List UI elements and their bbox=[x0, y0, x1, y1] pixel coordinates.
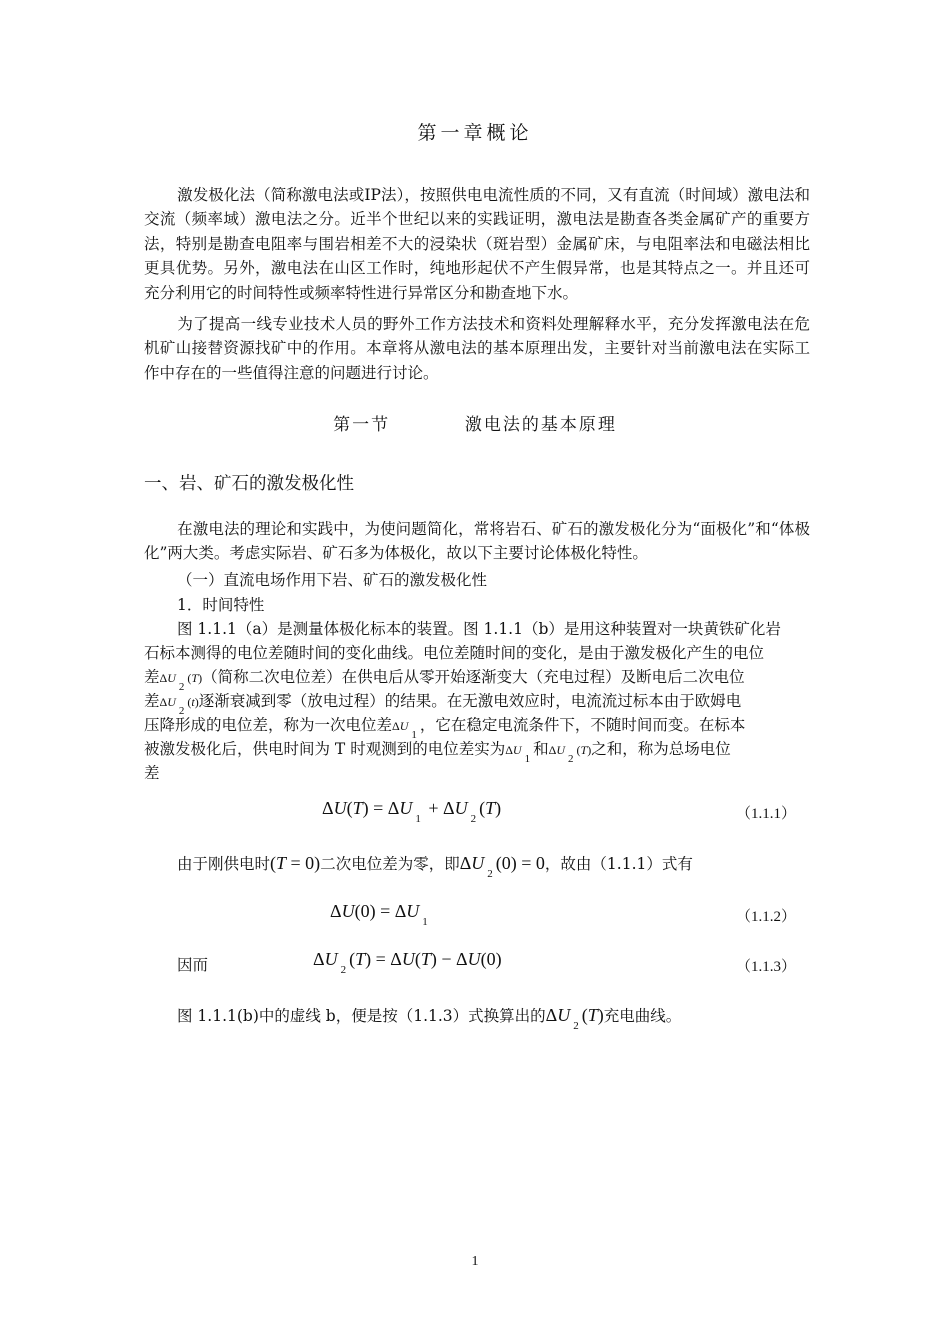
equation-3: $\Delta U_2(T) = \Delta U(T) - \Delta U(0)$ bbox=[313, 949, 502, 976]
intro-paragraph-2 bbox=[144, 312, 810, 385]
final-line-end: 充电曲线。 bbox=[603, 1007, 682, 1025]
subheading: （一）直流电场作用下岩、矿石的激发极化性 bbox=[177, 571, 488, 589]
text-before-eq2 bbox=[177, 851, 693, 878]
body-line-4-end: 逐渐衰减到零（放电过程）的结果。在无激电效应时，电流流过标本由于欧姆电 bbox=[198, 692, 742, 710]
body-line-5-end: ，它在稳定电流条件下，不随时间而变。在标本 bbox=[419, 716, 746, 734]
text-before-eq2-a: 由于刚供电时 bbox=[177, 855, 271, 873]
text-before-eq2-b: 二次电位差为零，即 bbox=[320, 855, 460, 873]
body-line-2: 石标本测得的电位差随时间的变化曲线。电位差随时间的变化，是由于激发极化产生的电位 bbox=[144, 644, 765, 662]
body-line-6 bbox=[144, 737, 731, 763]
body-line-4 bbox=[144, 689, 741, 715]
section-heading bbox=[0, 410, 950, 435]
inline-delta-u2-zero: $\Delta U_2(0) = 0$ bbox=[459, 853, 545, 880]
subsubheading: 1．时间特性 bbox=[177, 596, 265, 614]
body-line-6-start: 被激发极化后，供电时间为 T 时观测到的电位差实为 bbox=[144, 740, 506, 758]
heading-level-1: 一、岩、矿石的激发极化性 bbox=[144, 474, 354, 494]
body-paragraph-1-text: 在激电法的理论和实践中，为使问题简化，常将岩石、矿石的激发极化分为“面极化”和“体极化”两大类。考虑实际岩、矿石多为体极化，故以下主要讨论体极化特性。 bbox=[144, 520, 810, 563]
delta-u1-inline: ΔU1 bbox=[392, 719, 417, 741]
equation-1-number: （1.1.1） bbox=[735, 806, 796, 822]
equation-2: $\Delta U(0) = \Delta U_1$ bbox=[330, 901, 428, 928]
chapter-title: 第一章概论 bbox=[417, 122, 533, 144]
body-line-6-and: 和 bbox=[533, 740, 549, 758]
text-before-eq2-c: ，故由（1.1.1）式有 bbox=[544, 855, 693, 873]
section-number: 第一节 bbox=[333, 415, 391, 435]
final-line bbox=[177, 1003, 681, 1030]
intro-paragraph-1 bbox=[144, 183, 810, 305]
intro-paragraph-2-text: 为了提高一线专业技术人员的野外工作方法技术和资料处理解释水平，充分发挥激电法在危机矿山接替资源找矿中的作用。本章将从激电法的基本原理出发，主要针对当前激电法在实际工作中存在的一些值得注意的问题进行讨论。 bbox=[144, 315, 810, 382]
delta-u2-t-inline: ΔU2(t) bbox=[159, 695, 199, 717]
body-line-1: 图 1.1.1（a）是测量体极化标本的装置。图 1.1.1（b）是用这种装置对一块黄铁矿化岩 bbox=[177, 620, 781, 638]
therefore-label: 因而 bbox=[177, 956, 209, 974]
page-number: 1 bbox=[471, 1254, 479, 1269]
body-line-6-end: 之和，称为总场电位 bbox=[591, 740, 731, 758]
inline-T-zero: (T = 0) bbox=[270, 853, 321, 873]
body-paragraph-1 bbox=[144, 517, 810, 566]
section-title: 激电法的基本原理 bbox=[464, 415, 617, 435]
equation-2-number: （1.1.2） bbox=[735, 909, 796, 925]
equation-3-number: （1.1.3） bbox=[735, 959, 796, 975]
body-line-3-end: （简称二次电位差）在供电后从零开始逐渐变大（充电过程）及断电后二次电位 bbox=[202, 668, 745, 686]
body-line-3-start: 差 bbox=[144, 668, 160, 686]
body-line-4-start: 差 bbox=[144, 692, 160, 710]
body-line-7: 差 bbox=[144, 764, 160, 782]
final-line-start: 图 1.1.1(b)中的虚线 b，便是按（1.1.3）式换算出的 bbox=[177, 1007, 546, 1025]
delta-u2-T-inline-2: ΔU2(T) bbox=[548, 743, 592, 765]
body-line-5-start: 压降形成的电位差，称为一次电位差 bbox=[144, 716, 393, 734]
body-line-5 bbox=[144, 713, 745, 739]
delta-u2-T-inline: ΔU2(T) bbox=[159, 671, 203, 693]
intro-paragraph-1-text: 激发极化法（简称激电法或IP法），按照供电电流性质的不同，又有直流（时间域）激电法和交流（频率域）激电法之分。近半个世纪以来的实践证明，激电法是勘查各类金属矿产的重要方法，特别是勘查电阻率与围岩相差不大的浸染状（斑岩型）金属矿床，与电阻率法和电磁法相比更具优势。另外，激电法在山区工作时，纯地形起伏不产生假异常，也是其特点之一。并且还可充分利用它的时间特性或频率特性进行异常区分和勘查地下水。 bbox=[144, 186, 810, 302]
delta-u1-inline-2: ΔU1 bbox=[505, 743, 531, 765]
equation-1: $\Delta U(T) = \Delta U_1 + \Delta U_2(T)$ bbox=[322, 798, 502, 825]
body-line-3 bbox=[144, 665, 745, 691]
inline-delta-u2-T: $\Delta U_2(T)$ bbox=[545, 1005, 604, 1032]
